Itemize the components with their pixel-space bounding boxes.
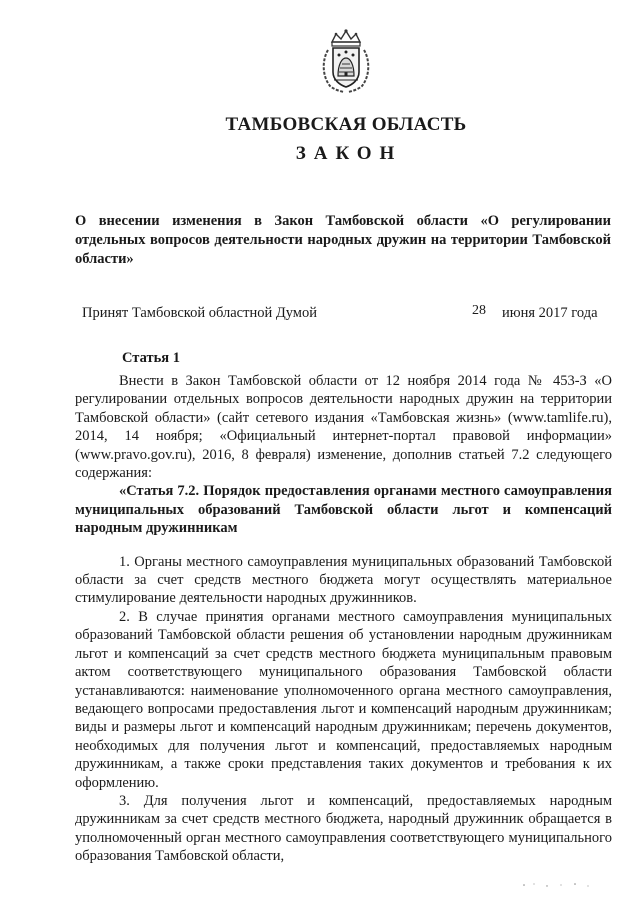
adoption-date: июня 2017 года [502, 305, 598, 321]
adoption-day: 28 [472, 303, 486, 318]
scan-specks [520, 882, 600, 888]
law-title: О внесении изменения в Закон Тамбовской области «О регулировании отдельных вопросов деятельности народных дружин на территории Тамбовской области» [75, 213, 611, 267]
new-article-heading: «Статья 7.2. Порядок предоставления органами местного самоуправления муниципальных образований Тамбовской области льгот и компенсаций народным дружинникам [75, 483, 612, 537]
region-heading: ТАМБОВСКАЯ ОБЛАСТЬ [225, 114, 467, 135]
paragraph-3: 3. Для получения льгот и компенсаций, предоставляемых народным дружинникам за счет средств местного бюджета, народный дружинник обращается в уполномоченный орган местного самоуправления соответствующего муниципального образования Тамбовской области, [75, 792, 612, 865]
adoption-text: Принят Тамбовской областной Думой [82, 305, 317, 321]
adoption-line [82, 304, 612, 323]
article-heading: Статья 1 [122, 350, 180, 366]
paragraph-2: 2. В случае принятия органами местного самоуправления муниципальных образований Тамбовской области решения об установлении народным дружинникам льгот и компенсаций за счет средств местного бюджета муниципальным правовым актом соответствующего муниципального образования Тамбовской области устанавливаются: наименование уполномоченного органа местного самоуправления, ведающего вопросами предоставления льгот и компенсаций народным дружинникам; виды и размеры льгот и компенсаций народным дружинникам; перечень документов, необходимых для получения льгот и компенсаций, предоставляемых народным дружинникам, а также сроки представления таких документов и требования к их оформлению. [75, 608, 612, 791]
document-type-heading: ЗАКОН [295, 143, 403, 164]
article-body [75, 372, 612, 866]
tambov-coat-of-arms-icon [316, 28, 376, 96]
article-intro: Внести в Закон Тамбовской области от 12 ноября 2014 года № 453-З «О регулировании отдельных вопросов деятельности народных дружин на территории Тамбовской области» (сайт сетевого издания «Тамбовская жизнь» (www.tamlife.ru), 2014, 14 ноября; «Официальный интернет-портал правовой информации» (www.pravo.gov.ru), 2016, 8 февраля) изменение, дополнив статьей 7.2 следующего содержания: [75, 373, 612, 482]
paragraph-1: 1. Органы местного самоуправления муниципальных образований Тамбовской области за счет средств местного бюджета могут осуществлять материальное стимулирование деятельности народных дружинников. [75, 553, 612, 607]
